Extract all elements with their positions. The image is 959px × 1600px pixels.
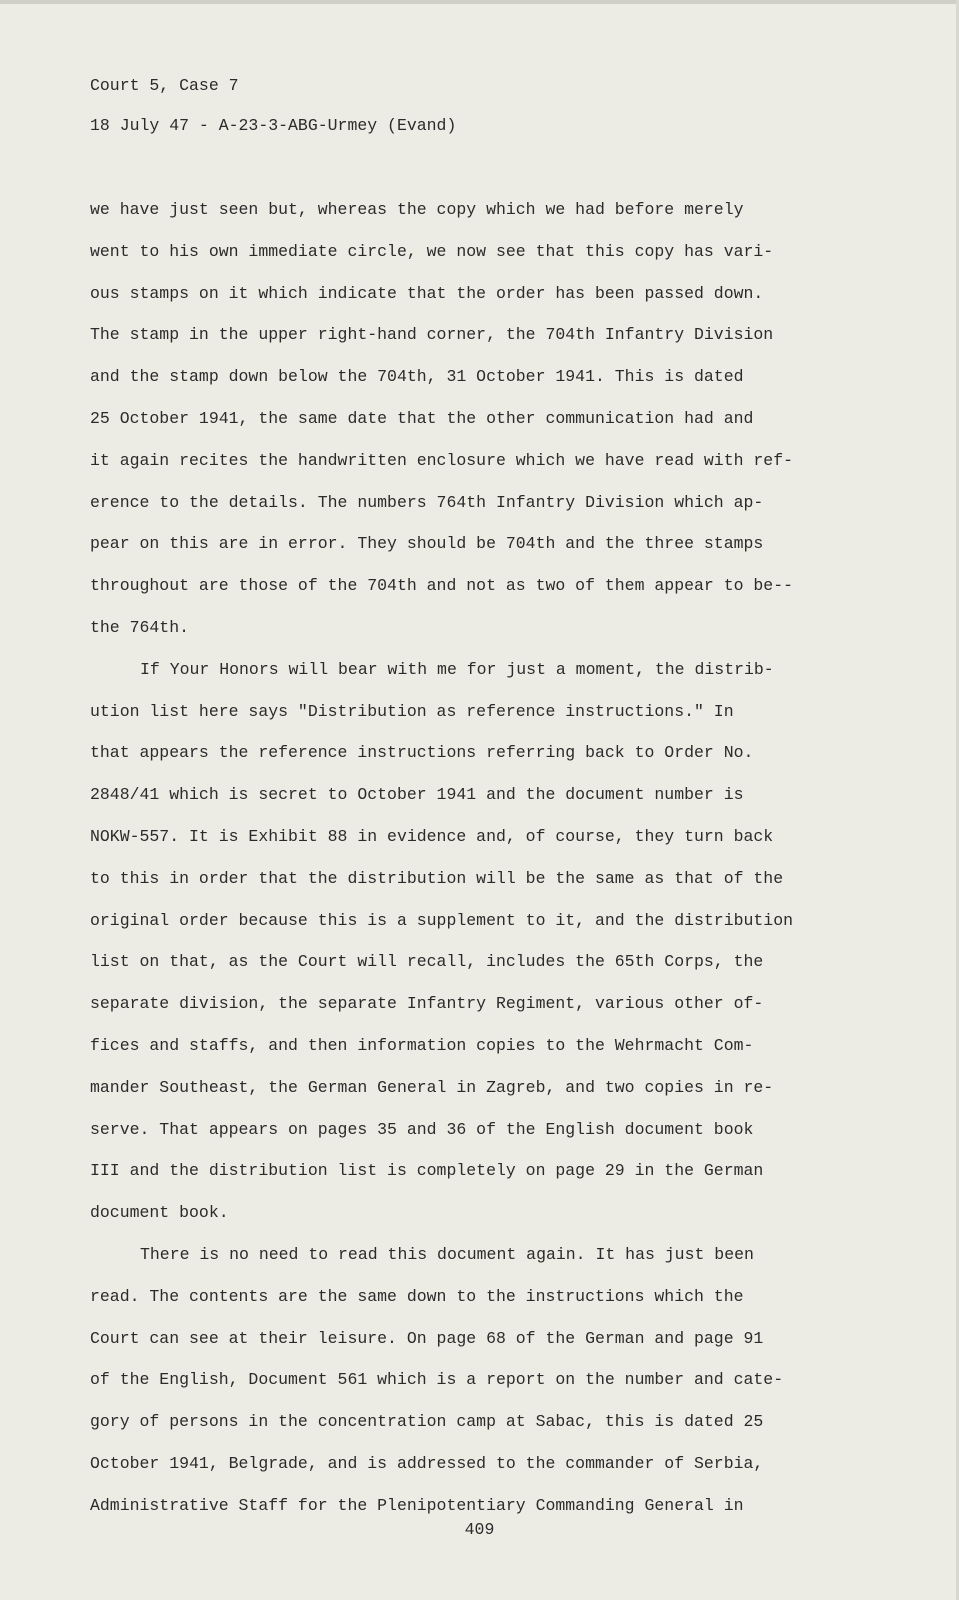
page-top-edge xyxy=(0,0,959,4)
text-line: serve. That appears on pages 35 and 36 of the English document book xyxy=(90,1119,754,1139)
text-line: went to his own immediate circle, we now see that this copy has vari- xyxy=(90,241,774,261)
text-line: III and the distribution list is completely on page 29 in the German xyxy=(90,1161,764,1181)
text-line: list on that, as the Court will recall, includes the 65th Corps, the xyxy=(90,952,764,972)
text-line: original order because this is a supplement to it, and the distribution xyxy=(90,910,794,930)
text-line: document book. xyxy=(90,1203,229,1223)
text-line: fices and staffs, and then information copies to the Wehrmacht Com- xyxy=(90,1035,754,1055)
page-number: 409 xyxy=(464,1520,495,1539)
document-header xyxy=(90,76,456,136)
text-line: 25 October 1941, the same date that the other communication had and xyxy=(90,408,754,428)
text-line: we have just seen but, whereas the copy which we had before merely xyxy=(90,200,744,219)
court-case-line: Court 5, Case 7 xyxy=(90,76,239,95)
text-line: and the stamp down below the 704th, 31 October 1941. This is dated xyxy=(90,367,744,387)
text-line: ution list here says "Distribution as reference instructions." In xyxy=(90,701,734,721)
text-line: ous stamps on it which indicate that the order has been passed down. xyxy=(90,283,764,303)
text-line: mander Southeast, the German General in Zagreb, and two copies in re- xyxy=(90,1077,774,1097)
text-line: 2848/41 which is secret to October 1941 and the document number is xyxy=(90,785,744,805)
text-line: read. The contents are the same down to the instructions which the xyxy=(90,1286,744,1306)
paragraph-start-line: There is no need to read this document again. It has just been xyxy=(140,1244,754,1264)
text-line: of the English, Document 561 which is a report on the number and cate- xyxy=(90,1370,784,1390)
text-line: Administrative Staff for the Plenipotentiary Commanding General in xyxy=(90,1495,744,1515)
text-line: it again recites the handwritten enclosure which we have read with ref- xyxy=(90,450,794,470)
text-line: NOKW-557. It is Exhibit 88 in evidence and, of course, they turn back xyxy=(90,826,774,846)
text-line: the 764th. xyxy=(90,617,190,637)
text-line: October 1941, Belgrade, and is addressed to the commander of Serbia, xyxy=(90,1453,764,1473)
text-line: The stamp in the upper right-hand corner, the 704th Infantry Division xyxy=(90,325,774,345)
session-line: 18 July 47 - A-23-3-ABG-Urmey (Evand) xyxy=(90,116,457,135)
text-line: erence to the details. The numbers 764th Infantry Division which ap- xyxy=(90,492,764,512)
text-line: gory of persons in the concentration camp at Sabac, this is dated 25 xyxy=(90,1412,764,1432)
text-line: to this in order that the distribution will be the same as that of the xyxy=(90,868,784,888)
text-line: throughout are those of the 704th and not as two of them appear to be-- xyxy=(90,576,794,596)
text-line: pear on this are in error. They should be 704th and the three stamps xyxy=(90,534,764,554)
text-line: that appears the reference instructions referring back to Order No. xyxy=(90,743,754,763)
text-line: separate division, the separate Infantry Regiment, various other of- xyxy=(90,994,764,1014)
transcript-body xyxy=(90,200,830,1538)
paragraph-start-line: If Your Honors will bear with me for just a moment, the distrib- xyxy=(140,659,774,679)
text-line: Court can see at their leisure. On page 68 of the German and page 91 xyxy=(90,1328,764,1348)
